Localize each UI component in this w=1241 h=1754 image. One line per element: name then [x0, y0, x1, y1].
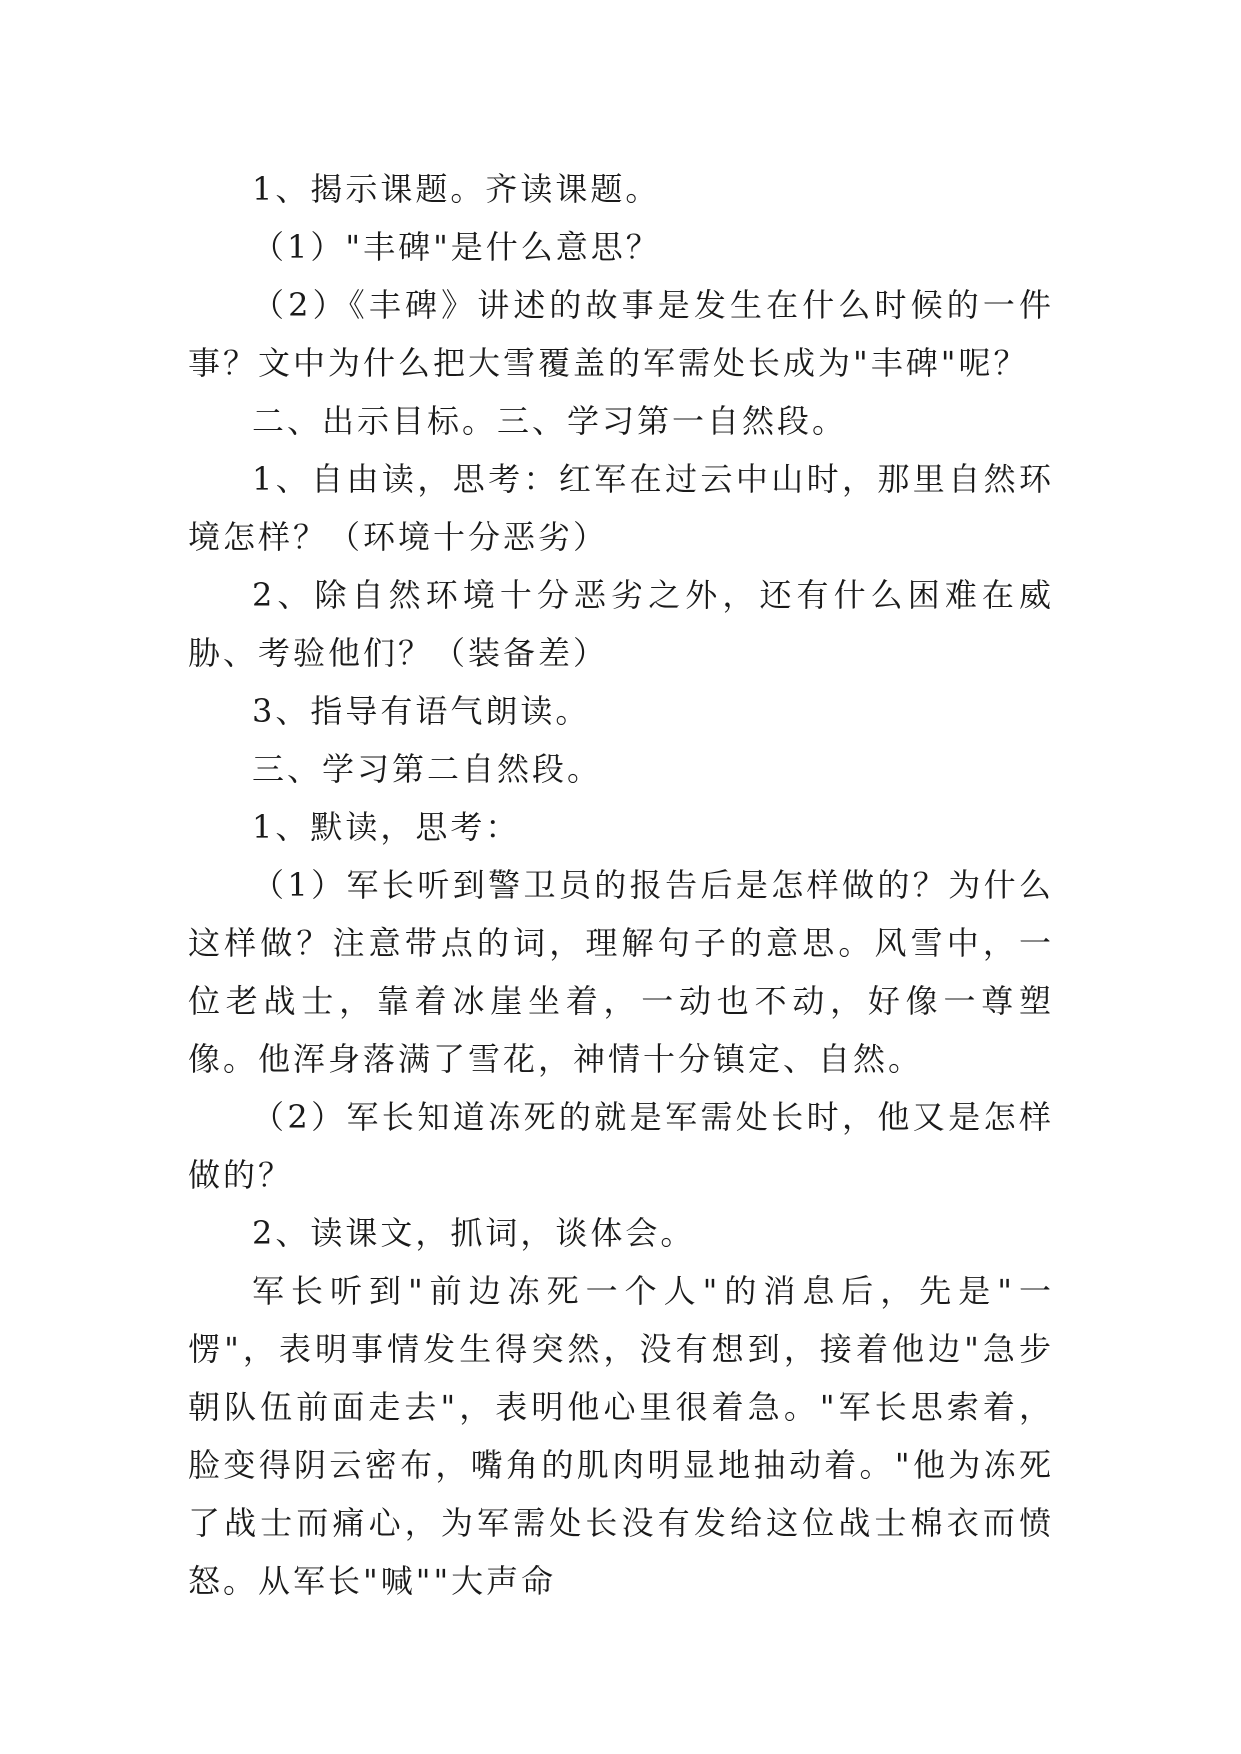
paragraph-6: 2、除自然环境十分恶劣之外，还有什么困难在威胁、考验他们？（装备差） [188, 576, 1054, 672]
paragraph-11: （2）军长知道冻死的就是军需处长时，他又是怎样做的？ [188, 1098, 1054, 1194]
paragraph-7: 3、指导有语气朗读。 [252, 692, 591, 730]
paragraph-9: 1、默读，思考： [252, 808, 521, 846]
paragraph-10: （1）军长听到警卫员的报告后是怎样做的？为什么这样做？注意带点的词，理解句子的意思。风雪中，一位老战士，靠着冰崖坐着，一动也不动，好像一尊塑像。他浑身落满了雪花，神情十分镇定、自然。 [188, 866, 1054, 1078]
paragraph-2: （1）"丰碑"是什么意思？ [252, 228, 661, 266]
paragraph-1: 1、揭示课题。齐读课题。 [252, 170, 661, 208]
paragraph-8: 三、学习第二自然段。 [252, 750, 603, 788]
paragraph-12: 2、读课文，抓词，谈体会。 [252, 1214, 696, 1252]
paragraph-13: 军长听到"前边冻死一个人"的消息后，先是"一愣"，表明事情发生得突然，没有想到，接着他边"急步朝队伍前面走去"，表明他心里很着急。"军长思索着，脸变得阴云密布，嘴角的肌肉明显地抽动着。"他为冻死了战士而痛心，为军需处长没有发给这位战士棉衣而愤怒。从军长"喊""大声命 [188, 1272, 1054, 1600]
paragraph-3: （2）《丰碑》讲述的故事是发生在什么时候的一件事？文中为什么把大雪覆盖的军需处长成为"丰碑"呢？ [188, 286, 1054, 382]
paragraph-4: 二、出示目标。三、学习第一自然段。 [252, 402, 848, 440]
document-body [188, 160, 1054, 1610]
paragraph-5: 1、自由读，思考：红军在过云中山时，那里自然环境怎样？（环境十分恶劣） [188, 460, 1054, 556]
